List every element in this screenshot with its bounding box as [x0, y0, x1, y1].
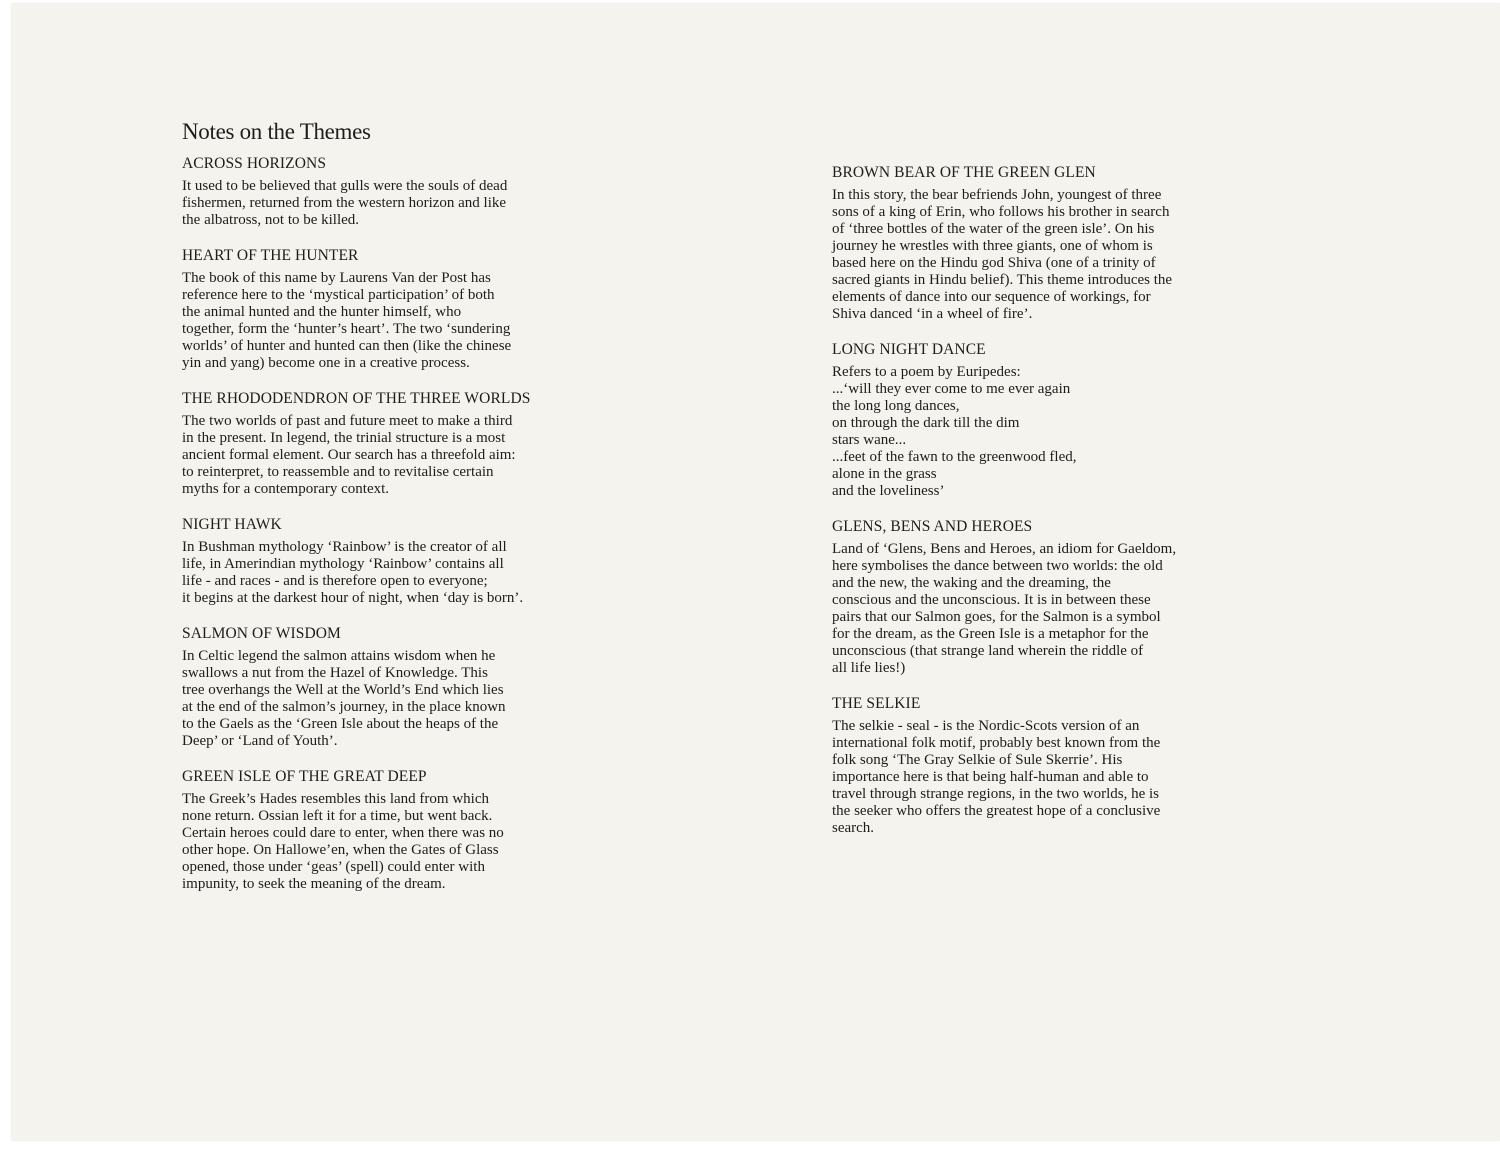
section-body: The Greek’s Hades resembles this land from which none return. Ossian left it for a time, but went back. Certain heroes could dare to enter, when there was no other hope. On Hallowe’en, when the Gates of Glass opened, those under ‘geas’ (spell) could enter with impunity, to seek the meaning of the dream. — [182, 791, 504, 892]
section-body: Refers to a poem by Euripedes: ...‘will they ever come to me ever again the long long dances, on through the dark till the dim stars wane... ...feet of the fawn to the greenwood fled, alone in the grass and the loveliness’ — [832, 364, 1077, 499]
paper-sheet — [12, 4, 1500, 1140]
section-body: In this story, the bear befriends John, youngest of three sons of a king of Erin, who follows his brother in search of ‘three bottles of the water of the green isle’. On his journey he wrestles with three giants, one of whom is based here on the Hindu god Shiva (one of a trinity of sacred giants in Hindu belief). This theme introduces the elements of dance into our sequence of workings, for Shiva danced ‘in a wheel of fire’. — [832, 187, 1173, 322]
section-body: In Celtic legend the salmon attains wisdom when he swallows a nut from the Hazel of Knowledge. This tree overhangs the Well at the World’s End which lies at the end of the salmon’s journey, in the place known to the Gaels as the ‘Green Isle about the heaps of the Deep’ or ‘Land of Youth’. — [182, 648, 506, 749]
section-rhododendron — [182, 390, 602, 498]
section-body: The book of this name by Laurens Van der Post has reference here to the ‘mystical participation’ of both the animal hunted and the hunter himself, who together, form the ‘hunter’s heart’. The two ‘sundering worlds’ of hunter and hunted can then (like the chinese yin and yang) become one in a creative process. — [182, 270, 512, 371]
section-night-hawk — [182, 516, 602, 607]
section-heading: NIGHT HAWK — [182, 516, 282, 533]
section-body: In Bushman mythology ‘Rainbow’ is the creator of all life, in Amerindian mythology ‘Rainbow’ contains all life - and races - and is therefore open to everyone; it begins at the darkest hour of night, when ‘day is born’. — [182, 539, 524, 606]
section-body: The two worlds of past and future meet to make a third in the present. In legend, the trinial structure is a most ancient formal element. Our search has a threefold aim: to reinterpret, to reassemble and to revitalise certain myths for a contemporary context. — [182, 413, 516, 497]
section-green-isle — [182, 768, 602, 893]
section-long-night-dance — [832, 341, 1252, 500]
section-brown-bear — [832, 164, 1252, 323]
section-glens-bens-heroes — [832, 518, 1252, 677]
section-heading: BROWN BEAR OF THE GREEN GLEN — [832, 164, 1096, 181]
page-title: Notes on the Themes — [182, 119, 371, 144]
section-the-selkie — [832, 695, 1252, 837]
section-heading: LONG NIGHT DANCE — [832, 341, 986, 358]
section-body: It used to be believed that gulls were the souls of dead fishermen, returned from the western horizon and like the albatross, not to be killed. — [182, 178, 508, 228]
section-body: Land of ‘Glens, Bens and Heroes, an idiom for Gaeldom, here symbolises the dance between two worlds: the old and the new, the waking and the dreaming, the conscious and the unconscious. It is in between these pairs that our Salmon goes, for the Salmon is a symbol for the dream, as the Green Isle is a metaphor for the unconscious (that strange land wherein the riddle of all life lies!) — [832, 541, 1177, 676]
section-across-horizons — [182, 155, 602, 229]
right-column — [832, 164, 1252, 855]
section-body: The selkie - seal - is the Nordic-Scots version of an international folk motif, probably best known from the folk song ‘The Gray Selkie of Sule Skerrie’. His importance here is that being half-human and able to travel through strange regions, in the two worlds, he is the seeker who offers the greatest hope of a conclusive search. — [832, 718, 1161, 836]
section-heading: HEART OF THE HUNTER — [182, 247, 359, 264]
section-heading: ACROSS HORIZONS — [182, 155, 327, 172]
left-column — [182, 119, 602, 911]
section-heading: SALMON OF WISDOM — [182, 625, 341, 642]
section-heading: THE SELKIE — [832, 695, 921, 712]
section-heading: GLENS, BENS AND HEROES — [832, 518, 1033, 535]
section-heading: GREEN ISLE OF THE GREAT DEEP — [182, 768, 427, 785]
section-salmon-of-wisdom — [182, 625, 602, 750]
section-heart-of-the-hunter — [182, 247, 602, 372]
section-heading: THE RHODODENDRON OF THE THREE WORLDS — [182, 390, 531, 407]
